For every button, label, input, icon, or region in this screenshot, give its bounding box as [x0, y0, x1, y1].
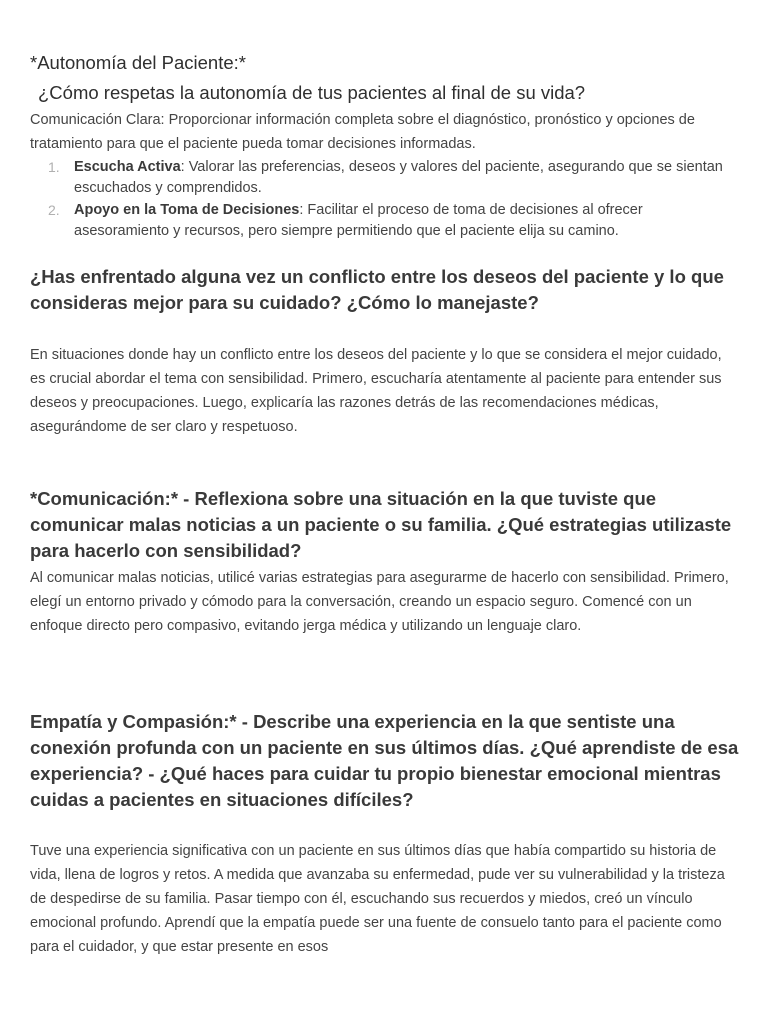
autonomy-question: ¿Cómo respetas la autonomía de tus pacientes al final de su vida? — [38, 82, 586, 103]
autonomy-intro: Comunicación Clara: Proporcionar información completa sobre el diagnóstico, pronóstico y opciones de tratamiento para que el paciente pueda tomar decisiones informadas. — [30, 112, 695, 152]
autonomy-list — [30, 157, 738, 243]
list-item — [30, 200, 738, 242]
list-item — [30, 157, 738, 199]
list-number: 2. — [48, 202, 60, 218]
communication-answer: Al comunicar malas noticias, utilicé varias estrategias para asegurarme de hacerlo con sensibilidad. Primero, elegí un entorno privado y cómodo para la conversación, creando un espacio seguro. Comencé con un enfoque directo pero compasivo, evitando jerga médica y utilizando un lenguaje claro. — [30, 570, 729, 634]
empathy-question: Empatía y Compasión:* - Describe una experiencia en la que sentiste una conexión profunda con un paciente en sus últimos días. ¿Qué aprendiste de esa experiencia? - ¿Qué haces para cuidar tu propio bienestar emocional mientras cuidas a pacientes en situaciones difíciles? — [30, 711, 739, 810]
list-term: Escucha Activa — [74, 159, 181, 175]
conflict-answer: En situaciones donde hay un conflicto entre los deseos del paciente y lo que se considera el mejor cuidado, es crucial abordar el tema con sensibilidad. Primero, escucharía atentamente al paciente para entender sus deseos y preocupaciones. Luego, explicaría las razones detrás de las recomendaciones médicas, asegurándome de ser claro y respetuoso. — [30, 347, 722, 435]
autonomy-title: *Autonomía del Paciente:* — [30, 52, 246, 73]
empathy-answer: Tuve una experiencia significativa con un paciente en sus últimos días que había compartido su historia de vida, llena de logros y retos. A medida que avanzaba su enfermedad, pude ver su vulnerabilidad y la tristeza de despedirse de su familia. Pasar tiempo con él, escuchando sus recuerdos y miedos, creó un vínculo emocional profundo. Aprendí que la empatía puede ser una fuente de consuelo tanto para el paciente como para el cuidador, y que estar presente en esos — [30, 843, 725, 955]
communication-question: *Comunicación:* - Reflexiona sobre una situación en la que tuviste que comunicar malas noticias a un paciente o su familia. ¿Qué estrategias utilizaste para hacerlo con sensibilidad? — [30, 488, 732, 561]
list-term: Apoyo en la Toma de Decisiones — [74, 202, 300, 218]
list-text: : Valorar las preferencias, deseos y valores del paciente, asegurando que se sientan escuchados y comprendidos. — [74, 159, 723, 196]
list-number: 1. — [48, 159, 60, 175]
list-text: : Facilitar el proceso de toma de decisiones al ofrecer asesoramiento y recursos, pero siempre permitiendo que el paciente elija su camino. — [74, 202, 643, 239]
conflict-question: ¿Has enfrentado alguna vez un conflicto entre los deseos del paciente y lo que consideras mejor para su cuidado? ¿Cómo lo manejaste? — [30, 266, 724, 313]
